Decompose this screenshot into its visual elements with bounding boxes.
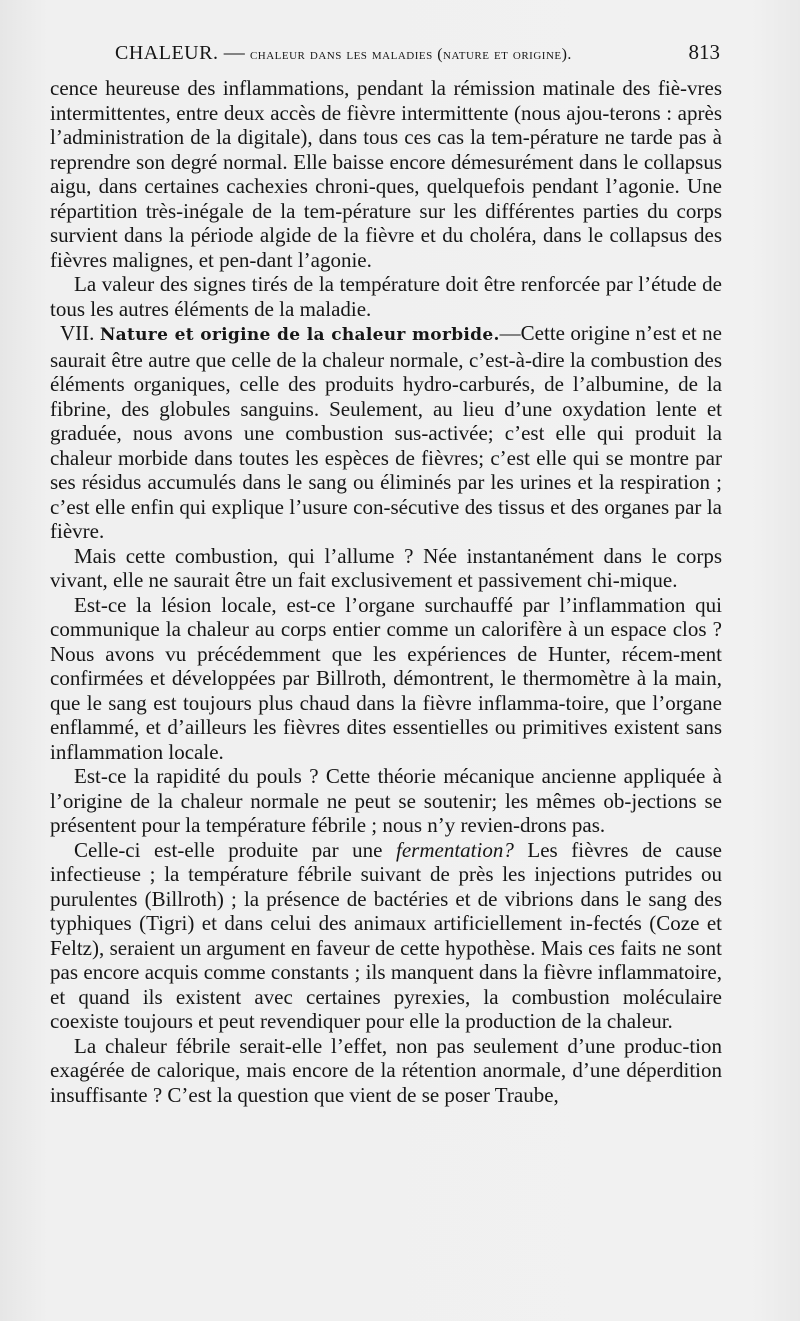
paragraph-6: Est-ce la rapidité du pouls ? Cette théorie mécanique ancienne appliquée à l’origine de la chaleur normale ne peut se soutenir; les mêmes ob-jections se présentent pour la température fébrile ; nous n’y revien-drons pas. (50, 764, 722, 837)
paragraph-4: Mais cette combustion, qui l’allume ? Née instantanément dans le corps vivant, elle ne saurait être un fait exclusivement et passivement chi-mique. (50, 543, 722, 592)
section-body: —Cette origine n’est et ne saurait être autre que celle de la chaleur normale, c’est-à-dire la combustion des éléments organiques, celle des produits hydro-carburés, de l’albumine, de la fibrine, des globules sanguins. Seulement, au lieu d’une oxydation lente et graduée, nous avons une combustion sus-activée; c’est elle qui produit la chaleur morbide dans toutes les espèces de fièvres; c’est elle qui se montre par ses résidus accumulés dans le sang ou éliminés par les urines et la respiration ; c’est elle enfin qui explique l’usure con-sécutive des tissus et des organes par la fièvre. (50, 321, 722, 543)
header-subtitle: chaleur dans les maladies (nature et origine). (249, 46, 572, 63)
paragraph-7-rest: Les fièvres de cause infectieuse ; la température fébrile suivant de près les injections putrides ou purulentes (Billroth) ; la présence de bactéries et de vibrions dans le sang des typhiques (Tigri) et dans celui des animaux artificiellement in-fectés (Coze et Feltz), seraient un argument en faveur de cette hypothèse. Mais ces faits ne sont pas encore acquis comme constants ; ils manquent dans la fièvre inflammatoire, et quand ils existent avec certaines pyrexies, la combustion moléculaire coexiste toujours et peut revendiquer pour elle la production de la chaleur. (50, 837, 722, 1033)
section-number: VII. (60, 321, 95, 345)
paragraph-1: cence heureuse des inflammations, pendant la rémission matinale des fiè-vres intermittentes, entre deux accès de fièvre intermittente (nous ajou-terons : après l’administration de la digitale), dans tous ces cas la tem-pérature ne tarde pas à reprendre son degré normal. Elle baisse encore démesurément dans le collapsus aigu, dans certaines cachexies chroni-ques, quelquefois pendant l’agonie. Une répartition très-inégale de la tem-pérature sur les différentes parties du corps survient dans la période algide de la fièvre et du choléra, dans le collapsus des fièvres malignes, et pen-dant l’agonie. (50, 76, 722, 272)
page-number: 813 (688, 40, 720, 64)
paragraph-7-emphasis: fermentation? (396, 837, 514, 862)
header-dash: — (223, 40, 245, 64)
paragraph-7-lead: Celle-ci est-elle produite par une (74, 837, 397, 862)
body-text (50, 76, 722, 1107)
running-header (115, 40, 720, 65)
section-vii-paragraph (50, 321, 722, 544)
header-title: CHALEUR. (115, 42, 219, 64)
header-title-group (115, 40, 572, 65)
paragraph-2: La valeur des signes tirés de la température doit être renforcée par l’étude de tous les autres éléments de la maladie. (50, 272, 722, 321)
paragraph-5: Est-ce la lésion locale, est-ce l’organe surchauffé par l’inflammation qui communique la chaleur au corps entier comme un calorifère à un espace clos ? Nous avons vu précédemment que les expériences de Hunter, récem-ment confirmées et développées par Billroth, démontrent, le thermomètre à la main, que le sang est toujours plus chaud dans la fièvre inflamma-toire, que l’organe enflammé, et d’ailleurs les fièvres dites essentielles ou primitives existent sans inflammation locale. (50, 592, 722, 764)
section-heading: Nature et origine de la chaleur morbide. (99, 325, 500, 345)
paragraph-8: La chaleur fébrile serait-elle l’effet, non pas seulement d’une produc-tion exagérée de calorique, mais encore de la rétention anormale, d’une déperdition insuffisante ? C’est la question que vient de se poser Traube, (50, 1033, 722, 1107)
paragraph-7 (50, 838, 722, 1034)
